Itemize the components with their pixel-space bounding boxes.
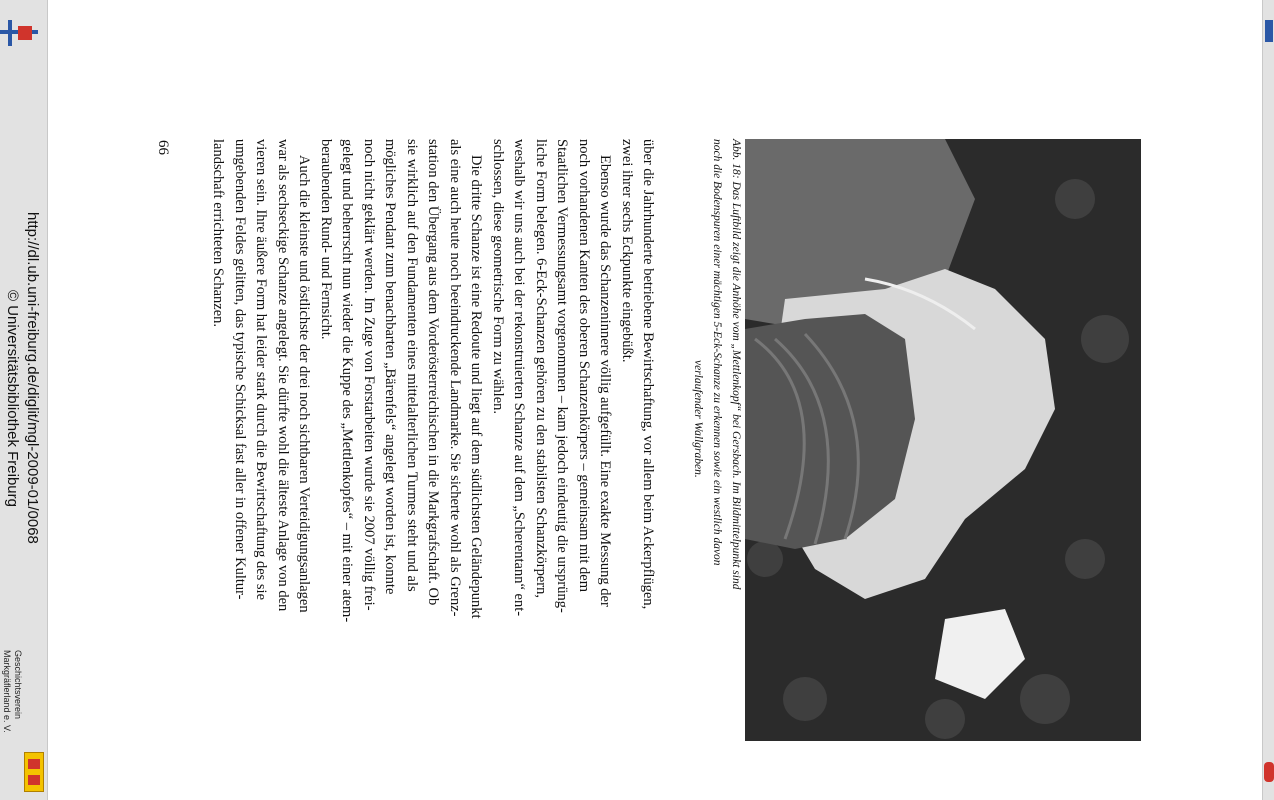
- body-line: sie wirklich auf den Fundamenten eines mittelalterlichen Turmes steht und als: [404, 139, 420, 592]
- society-name-line-1: Geschichtsverein: [13, 650, 23, 720]
- body-line: gelegt und beherrscht nun wieder die Kuppe des „Mettlenkopfes“ – mit einer atem-: [339, 139, 355, 623]
- right-sidebar: [1262, 0, 1274, 800]
- body-line: Die dritte Schanze ist eine Redoute und liegt auf dem südlichsten Geländepunkt: [468, 155, 484, 619]
- society-name-line-2: Markgräflerland e. V.: [2, 650, 12, 733]
- figure-caption-line-1: Abb. 18: Das Luftbild zeigt die Anhöhe vom „Mettlenkopf“ bei Gersbach. Im Bildmittelpunkt sind: [730, 139, 742, 590]
- body-line: weshalb wir uns auch bei der rekonstruierten Schanze auf dem „Scherentann“ ent-: [511, 139, 527, 617]
- document-url[interactable]: http://dl.ub.uni-freiburg.de/diglit/mgl-2009-01/0068: [24, 212, 41, 544]
- viewer-logo-icon[interactable]: [0, 20, 40, 50]
- aerial-photo: [745, 139, 1141, 741]
- body-line: noch vorhandenen Kanten des oberen Schanzenkörpers – gemeinsam mit dem: [576, 139, 592, 592]
- body-line: schlossen, diese geometrische Form zu wählen.: [490, 139, 506, 415]
- body-line: als eine auch heute noch beeindruckende Landmarke. Sie sicherte wohl als Grenz-: [447, 139, 463, 617]
- body-line: landschaft errichteten Schanzen.: [210, 139, 226, 328]
- viewer-logo-icon-right[interactable]: [1265, 20, 1273, 42]
- body-line: vieren sein. Ihre äußere Form hat leider stark durch die Bewirtschaftung des sie: [253, 139, 269, 601]
- body-line: Auch die kleinste und östlichste der drei noch sichtbaren Verteidigungsanlagen: [296, 155, 312, 613]
- society-crest-icon: [24, 752, 44, 792]
- body-line: Ebenso wurde das Schanzeninnere völlig aufgefüllt. Eine exakte Messung der: [597, 155, 613, 607]
- body-line: über die Jahrhunderte betriebene Bewirtschaftung, vor allem beim Ackerpflügen,: [640, 139, 656, 610]
- copyright-text: © Universitätsbibliothek Freiburg: [4, 290, 21, 507]
- body-line: noch nicht geklärt werden. Im Zuge von Forstarbeiten wurde sie 2007 völlig frei-: [361, 139, 377, 611]
- page-number: 66: [155, 140, 171, 155]
- figure-caption-line-3: verlaufender Wallgraben.: [692, 360, 704, 478]
- body-line: war als sechseckige Schanze angelegt. Sie dürfte wohl die älteste Anlage von den: [275, 139, 291, 612]
- figure-caption-line-2: noch die Bodenspuren einer mächtigen 5-Eck-Schanze zu erkennen sowie ein westlich davon: [711, 139, 723, 566]
- body-line: zwei ihrer sechs Eckpunkte eingebüßt.: [619, 139, 635, 363]
- scroll-indicator-icon[interactable]: [1264, 762, 1274, 782]
- body-line: liche Form belegen. 6-Eck-Schanzen gehören zu den stabilsten Schanzkörpern,: [533, 139, 549, 599]
- body-line: Staatlichen Vermessungsamt vorgenommen – kam jedoch eindeutig die ursprüng-: [554, 139, 570, 613]
- body-line: mögliches Pendant zum benachbarten „Bärenfels“ angelegt worden ist, konnte: [382, 139, 398, 595]
- body-line: station den Übergang aus dem Vorderösterreichischen in die Markgrafschaft. Ob: [425, 139, 441, 606]
- body-line: beraubenden Rund- und Fernsicht.: [318, 139, 334, 340]
- body-line: umgebenden Feldes gelitten, das typische Schicksal fast aller in offener Kultur-: [232, 139, 248, 600]
